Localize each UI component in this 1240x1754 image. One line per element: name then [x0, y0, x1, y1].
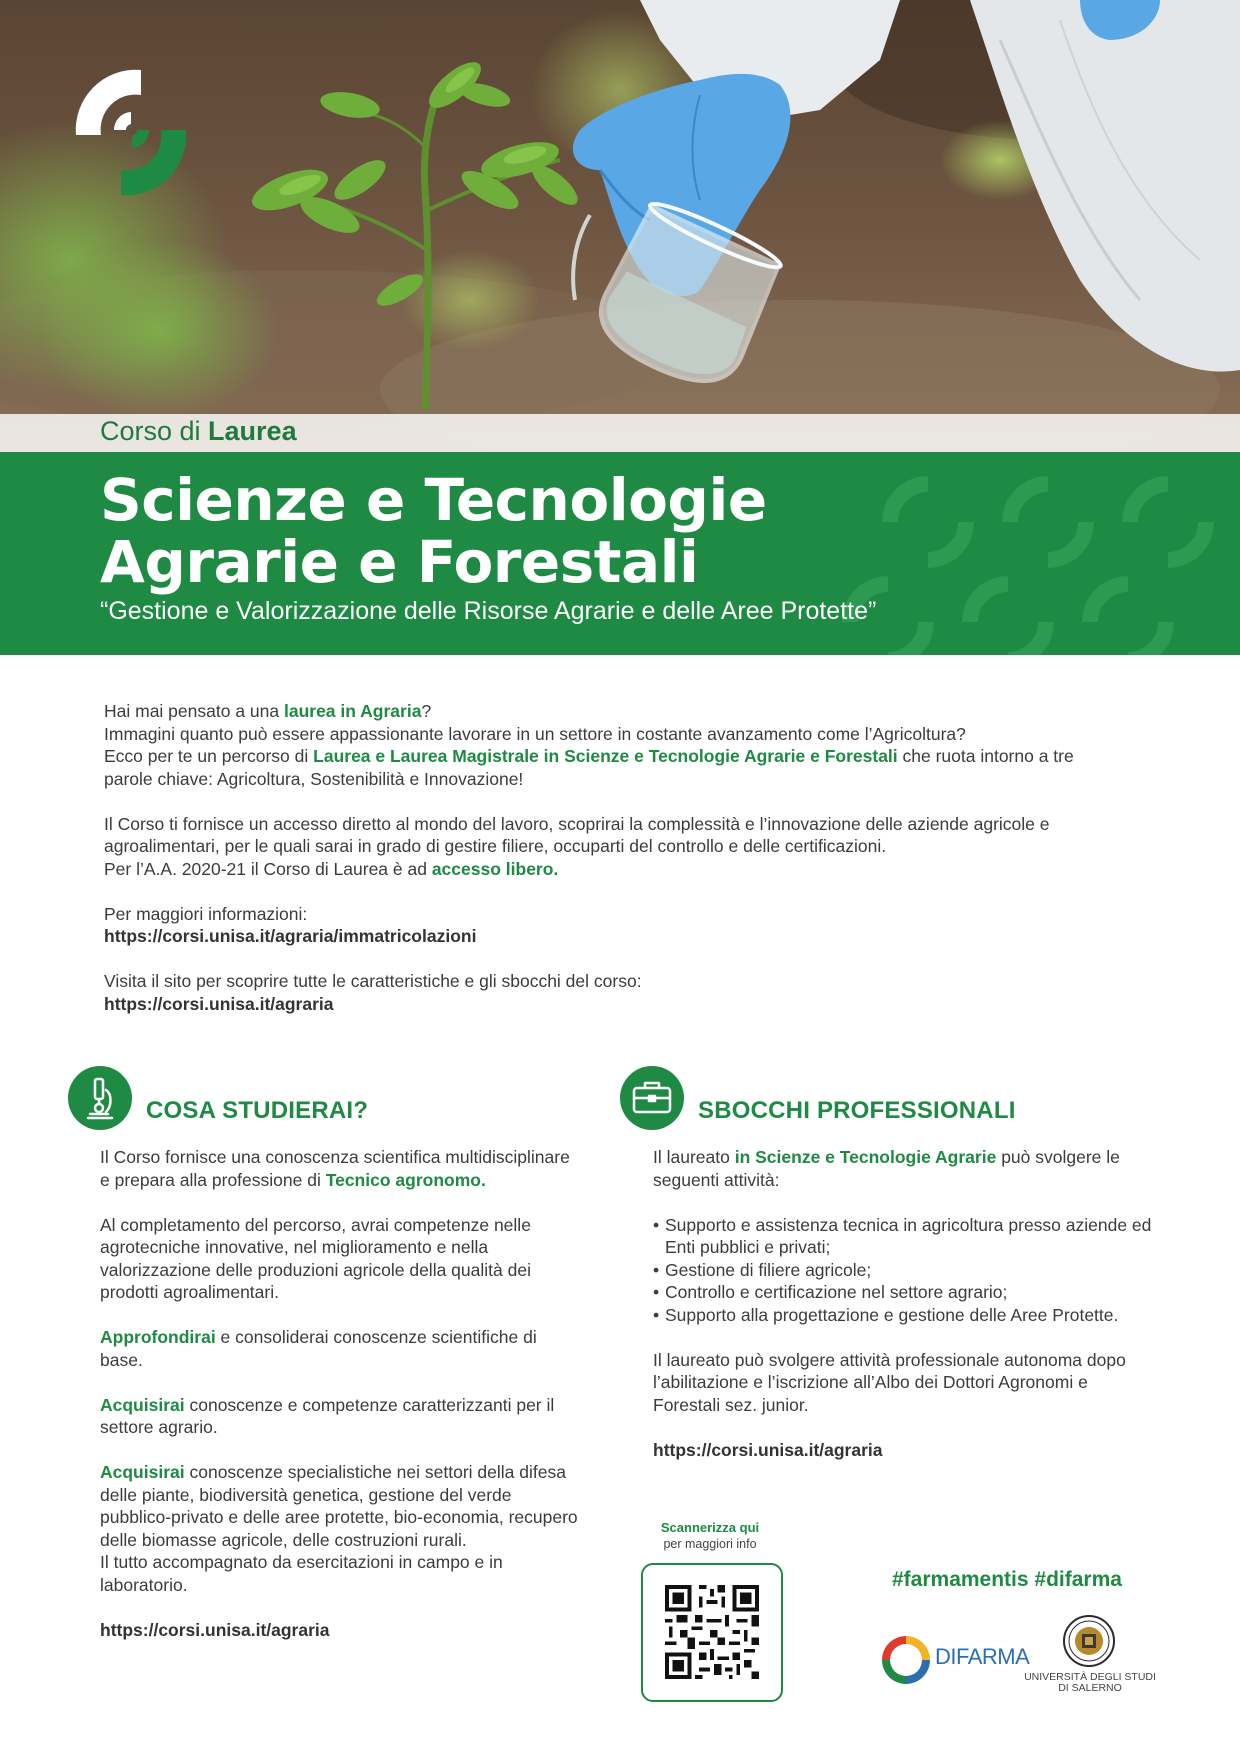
- difarma-wordmark: DIFARMA: [935, 1644, 1030, 1669]
- agraria-link[interactable]: https://corsi.unisa.it/agraria: [104, 993, 334, 1014]
- section-studierai-text: Il Corso fornisce una conoscenza scientifica multidisciplinare e prepara alla professione di Tecnico agronomo. Al completamento del percorso, avrai competenze nelle agrotecniche innovative, nel miglioramento e nella valorizzazione delle produzioni agricole della qualità dei prodotti agroalimentari. Approfondirai e consoliderai conoscenze scientifiche di base. Acquisirai conoscenze e competenze caratterizzanti per il settore agrario. Acquisirai conoscenze specialistiche nei settori della difesa delle piante, biodiversità genetica, gestione del verde pubblico-privato e delle aree protette, bio-economia, recupero delle biomasse agricole, delle costruzioni rurali. Il tutto accompagnato da esercitazioni in campo e in laboratorio. https://corsi.unisa.it/agraria: [100, 1147, 578, 1640]
- section-title-studierai: COSA STUDIERAI?: [146, 1097, 369, 1124]
- briefcase-icon: [620, 1066, 684, 1130]
- unisa-seal-icon: [1062, 1614, 1116, 1668]
- page-title-line1: Scienze e Tecnologie: [100, 466, 767, 534]
- left-agraria-link[interactable]: https://corsi.unisa.it/agraria: [100, 1619, 330, 1640]
- right-agraria-link[interactable]: https://corsi.unisa.it/agraria: [653, 1439, 883, 1460]
- section-sbocchi-text: Il laureato in Scienze e Tecnologie Agrarie può svolgere le seguenti attività: • Supporto e assistenza tecnica in agricoltura presso aziende ed Enti pubblici e privati; • Gestione di filiere agricole; • Controllo e certificazione nel settore agrario; • Supporto alla progettazione e gestione delle Aree Protette. Il laureato può svolgere attività professionale autonoma dopo l’abilitazione e l’iscrizione all’Albo dei Dottori Agronomi e Forestali sez. junior. https://corsi.unisa.it/agraria: [653, 1146, 1153, 1484]
- list-item: • Supporto alla progettazione e gestione delle Aree Protette.: [653, 1304, 1153, 1327]
- page-title-line2: Agrarie e Forestali: [100, 528, 699, 596]
- qr-code[interactable]: [641, 1563, 783, 1702]
- unisa-name: UNIVERSITÀ DEGLI STUDI DI SALERNO: [1024, 1671, 1156, 1694]
- course-label: Corso di Laurea: [100, 416, 297, 446]
- microscope-icon: [68, 1066, 132, 1130]
- logo-mark-icon: [56, 50, 206, 200]
- list-item: • Gestione di filiere agricole;: [653, 1259, 1153, 1282]
- title-banner: [0, 452, 1240, 655]
- list-item: • Supporto e assistenza tecnica in agricoltura presso aziende ed Enti pubblici e privati;: [653, 1214, 1153, 1259]
- section-title-sbocchi: SBOCCHI PROFESSIONALI: [698, 1097, 1016, 1124]
- qr-label: Scannerizza qui per maggiori info: [660, 1520, 760, 1551]
- intro-text: Hai mai pensato a una laurea in Agraria? Immagini quanto può essere appassionante lavorare in un settore in costante avanzamento come l’Agricoltura? Ecco per te un percorso di Laurea e Laurea Magistrale in Scienze e Tecnologie Agrarie e Forestali che ruota intorno a tre parole chiave: Agricoltura, Sostenibilità e Innovazione! Il Corso ti fornisce un accesso diretto al mondo del lavoro, scoprirai la complessità e l’innovazione delle aziende agricole e agroalimentari, per le quali sarai in grado di gestire filiere, occuparti del controllo e delle certificazioni. Per l’A.A. 2020-21 il Corso di Laurea è ad accesso libero. Per maggiori informazioni: https://corsi.unisa.it/agraria/immatricolazioni Visita il sito per scoprire tutte le caratteristiche e gli sbocchi del corso: https://corsi.unisa.it/agraria: [104, 701, 1074, 1014]
- list-item: • Controllo e certificazione nel settore agrario;: [653, 1281, 1153, 1304]
- sbocchi-list: [653, 1214, 1153, 1327]
- page-subtitle: “Gestione e Valorizzazione delle Risorse Agrarie e delle Aree Protette”: [100, 597, 877, 625]
- immatricolazioni-link[interactable]: https://corsi.unisa.it/agraria/immatricolazioni: [104, 926, 477, 946]
- hashtags: #farmamentis #difarma: [892, 1568, 1122, 1591]
